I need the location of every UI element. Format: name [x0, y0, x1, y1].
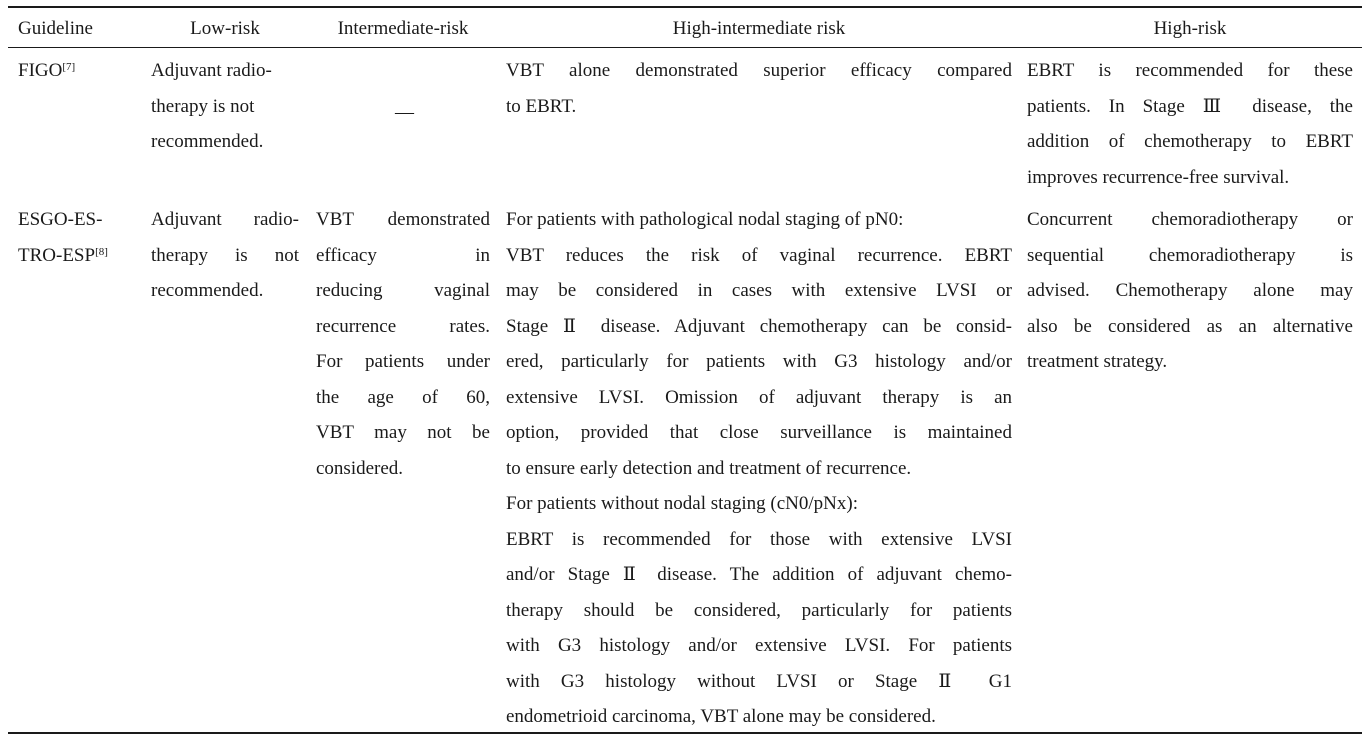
table-top-rule: [8, 6, 1362, 8]
text-line: extensive LVSI. Omission of adjuvant therapy is an: [506, 386, 1012, 408]
text-line: recurrence rates.: [316, 315, 490, 337]
header-rule: [8, 47, 1362, 48]
text-line: also be considered as an alternative: [1027, 315, 1353, 337]
text-line: may be considered in cases with extensive LVSI or: [506, 280, 1012, 301]
row1-guideline: [18, 53, 75, 89]
text-line: reducing vaginal: [316, 280, 490, 301]
guideline-name-line1: ESGO-ES-: [18, 209, 103, 230]
text-line: efficacy in: [316, 244, 490, 266]
row1-high-risk: [1027, 53, 1353, 195]
header-high-intermediate-risk: High-intermediate risk: [672, 18, 846, 39]
text-line: EBRT is recommended for those with extensive LVSI: [506, 528, 1012, 550]
text-line: to ensure early detection and treatment of recurrence.: [506, 457, 912, 479]
text-line: therapy should be considered, particularly for patients: [506, 599, 1012, 621]
header-guideline: Guideline: [18, 18, 93, 39]
text-line: recommended.: [151, 131, 264, 152]
row1-low-risk: [151, 53, 301, 160]
text-line: VBT demonstrated: [316, 209, 490, 230]
text-line: improves recurrence-free survival.: [1027, 166, 1290, 188]
text-line: recommended.: [151, 280, 264, 301]
text-line: Concurrent chemoradiotherapy or: [1027, 209, 1353, 230]
reference-mark: [8]: [95, 245, 108, 258]
row2-high-risk: [1027, 202, 1353, 380]
text-line: For patients without nodal staging (cN0/pNx):: [506, 493, 858, 514]
text-line: the age of 60,: [316, 386, 490, 408]
row2-low-risk: [151, 202, 299, 309]
text-line: endometrioid carcinoma, VBT alone may be considered.: [506, 706, 936, 727]
text-line: addition of chemotherapy to EBRT: [1027, 131, 1353, 152]
text-line: For patients with pathological nodal staging of pN0:: [506, 209, 904, 230]
text-line: Adjuvant radio-: [151, 60, 272, 81]
text-line: VBT may not be: [316, 422, 490, 443]
guideline-name: FIGO: [18, 60, 63, 81]
text-line: Stage Ⅱ disease. Adjuvant chemotherapy can be consid-: [506, 315, 1012, 337]
text-line: For patients under: [316, 351, 490, 372]
text-line: sequential chemoradiotherapy is: [1027, 244, 1353, 266]
header-low-risk: Low-risk: [190, 18, 260, 39]
text-line: treatment strategy.: [1027, 351, 1168, 372]
row1-intermediate-empty: —: [395, 102, 414, 123]
text-line: considered.: [316, 457, 404, 479]
text-line: EBRT is recommended for these: [1027, 60, 1353, 81]
text-line: patients. In Stage Ⅲ disease, the: [1027, 95, 1353, 117]
row2-guideline: [18, 202, 108, 273]
guideline-name-line2: TRO-ESP: [18, 244, 96, 266]
text-line: Adjuvant radio-: [151, 209, 299, 230]
text-line: therapy is not: [151, 244, 299, 266]
table-bottom-rule: [8, 732, 1362, 734]
row2-high-intermediate: [506, 202, 1012, 735]
header-high-risk: High-risk: [1153, 18, 1227, 39]
text-line: to EBRT.: [506, 95, 577, 117]
text-line: VBT alone demonstrated superior efficacy compared: [506, 60, 1012, 81]
text-line: therapy is not: [151, 95, 255, 117]
text-line: and/or Stage Ⅱ disease. The addition of adjuvant chemo-: [506, 564, 1012, 585]
text-line: with G3 histology without LVSI or Stage Ⅱ G1: [506, 670, 1012, 692]
text-line: advised. Chemotherapy alone may: [1027, 280, 1353, 301]
text-line: ered, particularly for patients with G3 histology and/or: [506, 351, 1012, 372]
reference-mark: [7]: [62, 61, 76, 73]
header-intermediate-risk: Intermediate-risk: [337, 18, 469, 39]
row2-intermediate-risk: [316, 202, 490, 486]
text-line: VBT reduces the risk of vaginal recurrence. EBRT: [506, 244, 1012, 266]
text-line: with G3 histology and/or extensive LVSI. For patients: [506, 635, 1012, 656]
row1-high-intermediate: [506, 53, 1012, 124]
text-line: option, provided that close surveillance is maintained: [506, 422, 1012, 443]
